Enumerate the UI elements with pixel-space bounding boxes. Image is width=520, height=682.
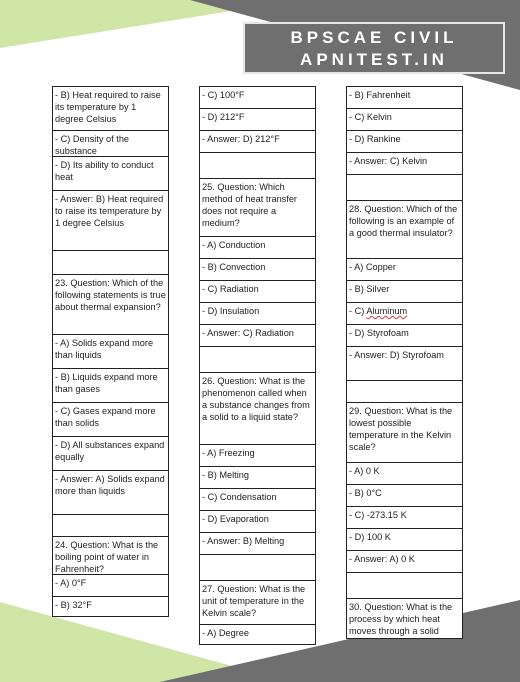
spacer-cell	[199, 554, 316, 581]
answer-cell: - Answer: A) 0 K	[346, 550, 463, 573]
option-cell: - A) Conduction	[199, 236, 316, 259]
option-cell: - D) Rankine	[346, 130, 463, 153]
question-cell: 25. Question: Which method of heat transfer does not require a medium?	[199, 178, 316, 237]
option-cell: - C) Condensation	[199, 488, 316, 511]
option-cell: - B) Fahrenheit	[346, 86, 463, 109]
spacer-cell	[199, 152, 316, 179]
option-cell: - C) Radiation	[199, 280, 316, 303]
option-cell: - C) 100°F	[199, 86, 316, 109]
question-cell: 28. Question: Which of the following is an example of a good thermal insulator?	[346, 200, 463, 259]
option-cell: - D) Evaporation	[199, 510, 316, 533]
option-cell: - A) 0°F	[52, 574, 169, 597]
option-cell: - B) Heat required to raise its temperature by 1 degree Celsius	[52, 86, 169, 131]
option-cell: - D) Its ability to conduct heat	[52, 156, 169, 191]
option-cell: - D) 212°F	[199, 108, 316, 131]
spacer-cell	[346, 380, 463, 403]
option-cell: - B) 32°F	[52, 596, 169, 617]
option-cell: - D) All substances expand equally	[52, 436, 169, 471]
option-cell: - D) 100 K	[346, 528, 463, 551]
question-column-2	[199, 86, 316, 638]
spacer-cell	[199, 346, 316, 373]
banner-line-1: BPSCAE CIVIL	[290, 28, 458, 47]
spacer-cell	[346, 174, 463, 201]
option-cell: - A) Copper	[346, 258, 463, 281]
banner-line-2: APNITEST.IN	[300, 50, 448, 69]
option-cell: - A) Freezing	[199, 444, 316, 467]
question-cell: 29. Question: What is the lowest possible temperature in the Kelvin scale?	[346, 402, 463, 463]
option-cell: - C) -273.15 K	[346, 506, 463, 529]
spacer-cell	[346, 572, 463, 599]
option-cell: - A) Degree	[199, 624, 316, 645]
option-cell: - B) Melting	[199, 466, 316, 489]
option-cell: - A) Solids expand more than liquids	[52, 334, 169, 369]
site-banner	[243, 22, 505, 74]
option-cell: - B) Silver	[346, 280, 463, 303]
answer-cell: - Answer: C) Kelvin	[346, 152, 463, 175]
question-cell: 24. Question: What is the boiling point of water in Fahrenheit?	[52, 536, 169, 575]
answer-cell: - Answer: D) 212°F	[199, 130, 316, 153]
spacer-cell	[52, 514, 169, 537]
option-cell: - A) 0 K	[346, 462, 463, 485]
answer-cell: - Answer: A) Solids expand more than liquids	[52, 470, 169, 515]
question-column-3	[346, 86, 463, 640]
question-cell: 30. Question: What is the process by which heat moves through a solid	[346, 598, 463, 639]
question-cell: 23. Question: Which of the following statements is true about thermal expansion?	[52, 274, 169, 335]
option-cell: - C) Kelvin	[346, 108, 463, 131]
answer-cell: - Answer: B) Melting	[199, 532, 316, 555]
option-cell: - D) Insulation	[199, 302, 316, 325]
answer-cell: - Answer: B) Heat required to raise its temperature by 1 degree Celsius	[52, 190, 169, 251]
answer-cell: - Answer: D) Styrofoam	[346, 346, 463, 381]
option-cell: - D) Styrofoam	[346, 324, 463, 347]
option-cell: - B) 0°C	[346, 484, 463, 507]
option-cell: - B) Convection	[199, 258, 316, 281]
question-cell: 27. Question: What is the unit of temperature in the Kelvin scale?	[199, 580, 316, 625]
spacer-cell	[52, 250, 169, 275]
question-cell: 26. Question: What is the phenomenon called when a substance changes from a solid to a liquid state?	[199, 372, 316, 445]
option-cell: - B) Liquids expand more than gases	[52, 368, 169, 403]
option-cell: - C) Gases expand more than solids	[52, 402, 169, 437]
question-column-1	[52, 86, 169, 642]
option-cell: - C) Aluminum	[346, 302, 463, 325]
answer-cell: - Answer: C) Radiation	[199, 324, 316, 347]
option-cell: - C) Density of the substance	[52, 130, 169, 157]
